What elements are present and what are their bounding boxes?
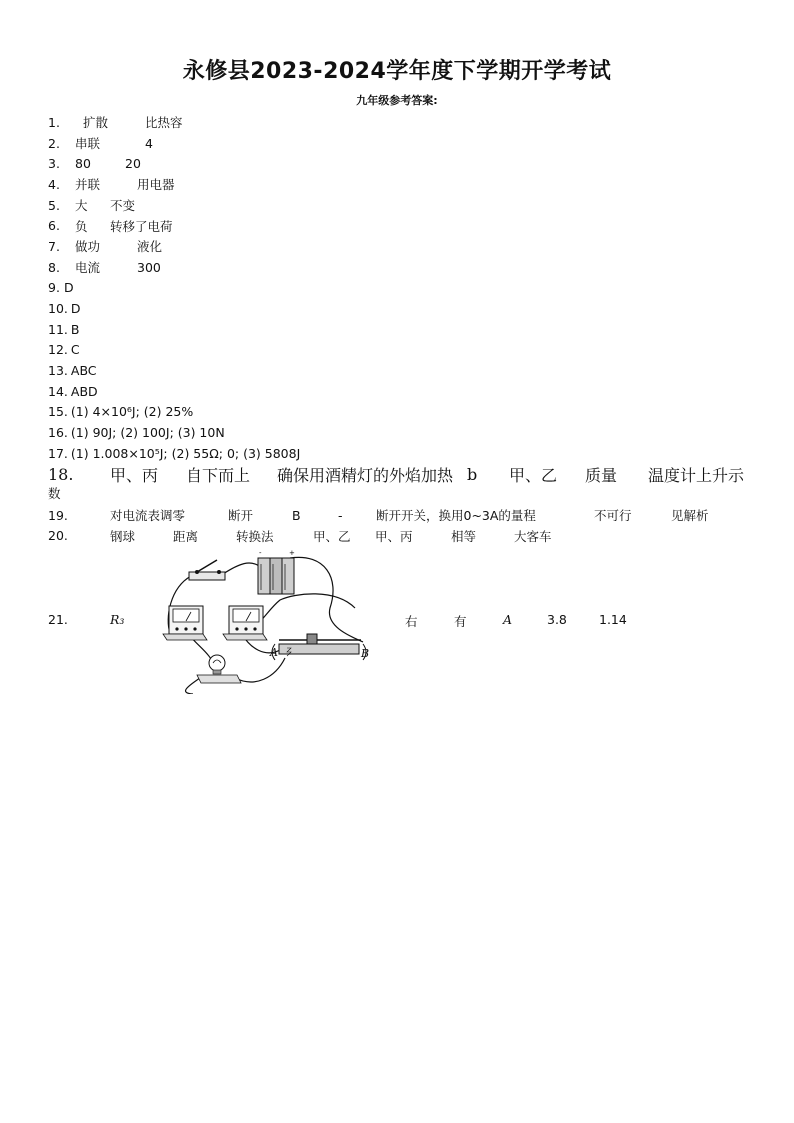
answer-number: 6. <box>48 218 60 234</box>
answer-value: C <box>70 342 80 358</box>
answer-value: 断开开关，换用0~3A的量程 <box>376 508 536 524</box>
answer-value: (1) 1.008×10⁵J; (2) 55Ω; 0; (3) 5808J <box>70 445 301 461</box>
answer-value: ABC <box>70 363 97 379</box>
answer-value: 见解析 <box>671 508 709 524</box>
battery-icon <box>258 549 295 594</box>
answer-number: 7. <box>48 238 60 254</box>
answer-value: 断开 <box>228 508 254 524</box>
page-subtitle: 九年级参考答案: <box>356 94 438 107</box>
answer-row-2 <box>48 133 748 154</box>
rheostat-icon <box>272 634 366 660</box>
answer-value: 有 <box>454 614 467 629</box>
answer-row-17 <box>48 443 748 464</box>
answer-row-3 <box>48 153 748 174</box>
answer-row-11 <box>48 319 748 340</box>
answer-value: D <box>70 301 81 317</box>
answer-row-14 <box>48 381 748 402</box>
answer-row-19 <box>48 505 748 526</box>
answer-number: 10. <box>48 301 68 317</box>
answer-value: 质量 <box>585 465 618 485</box>
answer-value: 3.8 <box>547 612 567 627</box>
answer-row-16 <box>48 422 748 443</box>
answer-value: 做功 <box>75 239 101 255</box>
answer-value: 液化 <box>137 239 163 255</box>
answer-row-6 <box>48 215 748 236</box>
wire <box>235 658 285 682</box>
answer-number: 11. <box>48 321 68 337</box>
svg-text:+: + <box>289 549 295 557</box>
answer-row-21 <box>48 612 748 630</box>
answer-value: 大 <box>75 198 88 214</box>
answer-row-10 <box>48 298 748 319</box>
answer-value: 温度计上升示 <box>648 465 745 485</box>
answer-row-4 <box>48 174 748 195</box>
answer-value: (1) 4×10⁶J; (2) 25% <box>70 404 194 420</box>
answer-value: 1.14 <box>599 612 627 627</box>
answer-value: 甲、乙 <box>509 465 558 485</box>
answer-number: 9. <box>48 280 60 296</box>
svg-text:-: - <box>259 549 262 557</box>
answer-number: 12. <box>48 342 68 358</box>
answer-row-18 <box>48 464 748 505</box>
answer-value: 扩散 <box>83 115 109 131</box>
answer-value: 甲、丙 <box>375 528 413 544</box>
answer-value: 相等 <box>451 528 477 544</box>
wire <box>186 678 200 694</box>
answer-number: 8. <box>48 259 60 275</box>
answer-value: 转换法 <box>236 528 274 544</box>
ammeter-icon <box>223 606 267 640</box>
answer-row-8 <box>48 257 748 278</box>
answer-value: 甲、丙 <box>110 465 159 485</box>
answer-number: 17. <box>48 445 68 461</box>
answer-value: 20 <box>125 156 141 172</box>
answer-row-1 <box>48 112 748 133</box>
answer-number: 3. <box>48 156 60 172</box>
answer-value: 对电流表调零 <box>110 508 186 524</box>
answer-value: D <box>63 280 74 296</box>
answer-value: 并联 <box>75 177 101 193</box>
rheostat-label-a: A <box>270 646 278 659</box>
answer-value: 甲、乙 <box>313 528 351 544</box>
voltmeter-icon <box>163 606 207 640</box>
answer-number: 1. <box>48 114 60 130</box>
answer-row-9 <box>48 278 748 299</box>
answer-number: 5. <box>48 197 60 213</box>
switch-icon <box>189 560 225 580</box>
answer-number: 14. <box>48 383 68 399</box>
answer-number: 4. <box>48 176 60 192</box>
wire <box>223 563 259 574</box>
answer-number: 21. <box>48 612 68 627</box>
answer-value: 用电器 <box>137 177 175 193</box>
circuit-diagram <box>155 548 385 694</box>
answer-value: 负 <box>75 218 88 234</box>
answer-value: 确保用酒精灯的外焰加热 <box>277 465 454 485</box>
answer-number: 16. <box>48 425 68 441</box>
answer-value: 串联 <box>75 136 101 152</box>
answer-value: R₃ <box>110 612 125 627</box>
answer-value: (1) 90J; (2) 100J; (3) 10N <box>70 425 225 441</box>
answer-value: 4 <box>145 135 153 151</box>
answer-row-13 <box>48 360 748 381</box>
answer-value: B <box>292 507 301 523</box>
answer-value: 80 <box>75 156 91 172</box>
answer-value: 距离 <box>173 528 199 544</box>
answer-value: 转移了电荷 <box>110 218 173 234</box>
answer-value: 比热容 <box>145 115 183 131</box>
answer-value: 电流 <box>75 260 101 276</box>
rheostat-label-b: B <box>361 647 370 660</box>
answer-row-15 <box>48 402 748 423</box>
answer-row-7 <box>48 236 748 257</box>
answer-value: B <box>70 321 80 337</box>
answer-number: 2. <box>48 135 60 151</box>
answer-number: 15. <box>48 404 68 420</box>
wire <box>290 557 363 642</box>
answer-value: b <box>467 464 478 484</box>
answer-value: 右 <box>405 614 418 629</box>
answer-row-5 <box>48 195 748 216</box>
light-bulb-icon <box>197 655 241 683</box>
answer-value: 大客车 <box>514 528 552 544</box>
answer-value: - <box>338 507 343 523</box>
answer-value: 300 <box>137 259 161 275</box>
answer-number: 13. <box>48 363 68 379</box>
answer-number: 20. <box>48 528 68 544</box>
page-title: 永修县2023-2024学年度下学期开学考试 <box>182 59 612 84</box>
answer-list <box>48 112 748 546</box>
answer-value: A <box>503 612 513 627</box>
answer-value: 不变 <box>110 198 136 214</box>
answer-value: ABD <box>70 383 98 399</box>
answer-value: 自下而上 <box>186 465 251 485</box>
answer-row-20 <box>48 525 748 546</box>
answer-number: 18. <box>48 464 74 484</box>
answer-row-12 <box>48 340 748 361</box>
answer-number: 19. <box>48 507 68 523</box>
answer-value: 钢球 <box>110 528 136 544</box>
answer-wrap: 数 <box>48 486 61 502</box>
answer-value: 不可行 <box>594 508 632 524</box>
wire <box>250 594 355 632</box>
